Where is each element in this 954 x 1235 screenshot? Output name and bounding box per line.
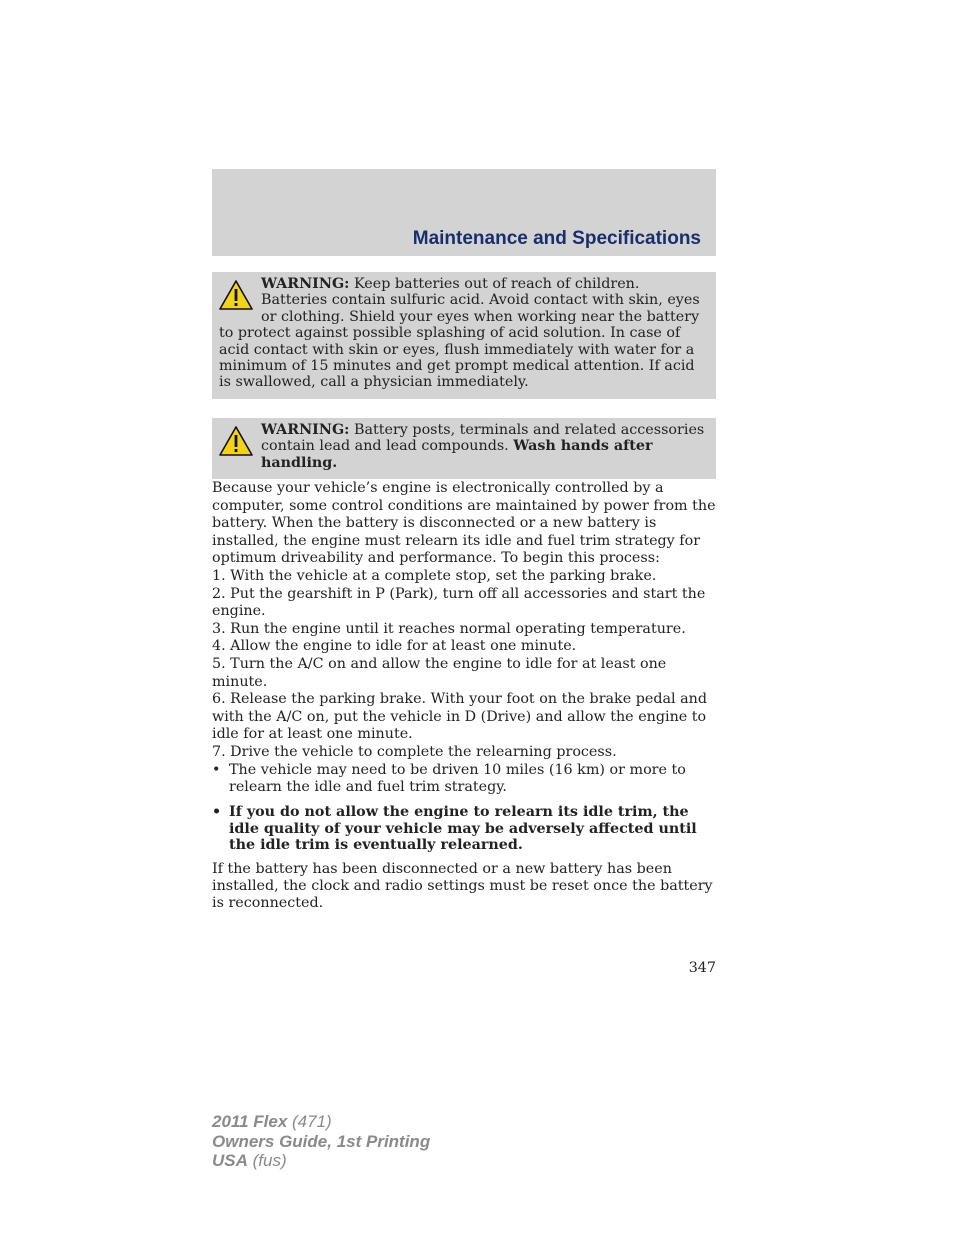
- footer-region-code: (fus): [247, 1151, 287, 1170]
- footer-guide: Owners Guide, 1st Printing: [212, 1131, 431, 1151]
- footer-line-region: [212, 1151, 430, 1171]
- warning-triangle-icon: [219, 280, 253, 310]
- footer-model-code: (471): [287, 1112, 332, 1131]
- print-footer: [212, 1112, 430, 1171]
- warning-label: WARNING:: [261, 276, 350, 292]
- main-body: [212, 480, 716, 911]
- footer-line-model: [212, 1112, 430, 1132]
- footer-region: USA: [212, 1151, 248, 1170]
- page-number: 347: [688, 960, 716, 976]
- step-2: 2. Put the gearshift in P (Park), turn off all accessories and start the engine.: [212, 585, 706, 620]
- step-3: 3. Run the engine until it reaches normal operating temperature.: [212, 620, 686, 637]
- bullet-dot: •: [212, 761, 221, 778]
- bullet-item: [212, 762, 716, 797]
- bullet-text: If you do not allow the engine to relearn its idle trim, the idle quality of your vehicle may be adversely affected until the idle trim is eventually relearned.: [229, 804, 697, 854]
- step-4: 4. Allow the engine to idle for at least one minute.: [212, 638, 577, 655]
- warning-label: WARNING:: [261, 422, 350, 438]
- warning-emphasis: Wash hands after handling.: [261, 438, 653, 471]
- warning-box-battery-acid: [212, 272, 716, 399]
- closing-paragraph: If the battery has been disconnected or a new battery has been installed, the clock and radio settings must be reset once the battery is reconnected.: [212, 861, 713, 911]
- warning-box-lead: [212, 418, 716, 479]
- step-5: 5. Turn the A/C on and allow the engine to idle for at least one minute.: [212, 655, 667, 690]
- warning-text: Battery posts, terminals and related accessories contain lead and lead compounds.: [261, 422, 705, 455]
- step-1: 1. With the vehicle at a complete stop, set the parking brake.: [212, 567, 657, 584]
- intro-paragraph: Because your vehicle’s engine is electronically controlled by a computer, some control conditions are maintained by power from the battery. When the battery is disconnected or a new battery is installed, the engine must relearn its idle and fuel trim strategy for optimum driveability and performance. To begin this process:: [212, 480, 716, 567]
- bullet-dot: •: [212, 804, 222, 821]
- bullet-text: The vehicle may need to be driven 10 miles (16 km) or more to relearn the idle and fuel trim strategy.: [229, 761, 686, 796]
- bullet-item-emphasis: [212, 804, 716, 854]
- step-7: 7. Drive the vehicle to complete the relearning process.: [212, 743, 617, 760]
- warning-text: Keep batteries out of reach of children. Batteries contain sulfuric acid. Avoid contact with skin, eyes or clothing. Shield your eyes when working near the battery to protect against possible splashing of acid solution. In case of acid contact with skin or eyes, flush immediately with water for a minimum of 15 minutes and get prompt medical attention. If acid is swallowed, call a physician immediately.: [219, 276, 700, 391]
- section-header-band: [212, 169, 716, 256]
- footer-model: 2011 Flex: [212, 1112, 288, 1131]
- section-title: Maintenance and Specifications: [412, 228, 701, 249]
- step-6: 6. Release the parking brake. With your foot on the brake pedal and with the A/C on, put the vehicle in D (Drive) and allow the engine to idle for at least one minute.: [212, 691, 708, 743]
- footer-line-guide: [212, 1132, 430, 1152]
- warning-triangle-icon: [219, 426, 253, 456]
